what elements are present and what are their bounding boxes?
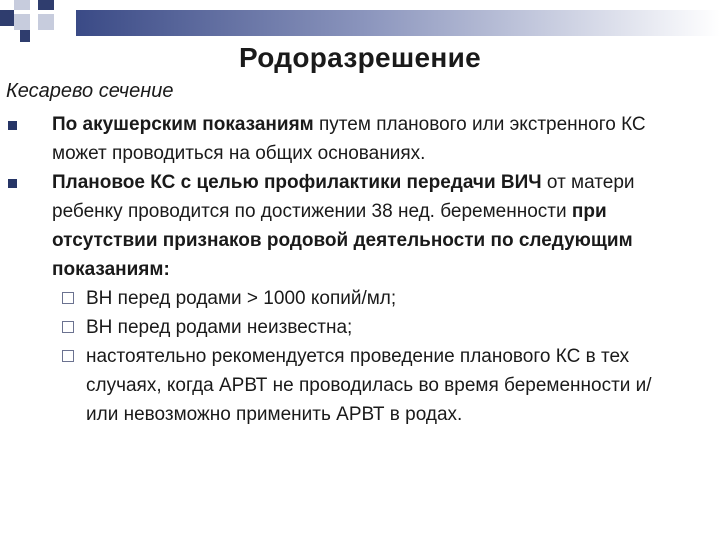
- decor-square: [20, 30, 30, 42]
- slide-subtitle: Кесарево сечение: [6, 80, 174, 102]
- sub-bullet-text: ВН перед родами неизвестна;: [86, 317, 353, 338]
- bullet-text: путем планового или экстренного КС может проводиться на общих основаниях.: [52, 114, 646, 164]
- sub-bullet-text: настоятельно рекомендуется проведение планового КС в тех случаях, когда АРВТ не проводилась во время беременности и/или невозможно применить АРВТ в родах.: [86, 346, 652, 425]
- bullet-text: от матери ребенку проводится по достижении 38 нед. беременности: [52, 172, 635, 222]
- slide-content: [0, 110, 720, 429]
- sub-bullet-item: [0, 313, 720, 342]
- checkbox-bullet-icon: [62, 350, 74, 362]
- bullet-item: [0, 168, 720, 284]
- decor-square: [38, 14, 54, 30]
- decor-square: [14, 14, 30, 30]
- sub-bullet-text: ВН перед родами > 1000 копий/мл;: [86, 288, 397, 309]
- checkbox-bullet-icon: [62, 292, 74, 304]
- header-band: [76, 10, 720, 36]
- sub-bullet-item: [0, 284, 720, 313]
- bullet-bold-text: Плановое КС с целью профилактики передачи ВИЧ: [52, 172, 542, 193]
- decor-square: [38, 0, 54, 10]
- bullet-bold-text: при отсутствии признаков родовой деятельности по следующим показаниям:: [52, 201, 633, 280]
- slide-title: Родоразрешение: [238, 42, 481, 73]
- square-bullet-icon: [8, 179, 17, 188]
- bullet-item: [0, 110, 720, 168]
- checkbox-bullet-icon: [62, 321, 74, 333]
- sub-bullet-item: [0, 342, 720, 429]
- decor-square: [14, 0, 30, 10]
- bullet-bold-text: По акушерским показаниям: [52, 114, 314, 135]
- decor-square: [0, 10, 14, 26]
- square-bullet-icon: [8, 121, 17, 130]
